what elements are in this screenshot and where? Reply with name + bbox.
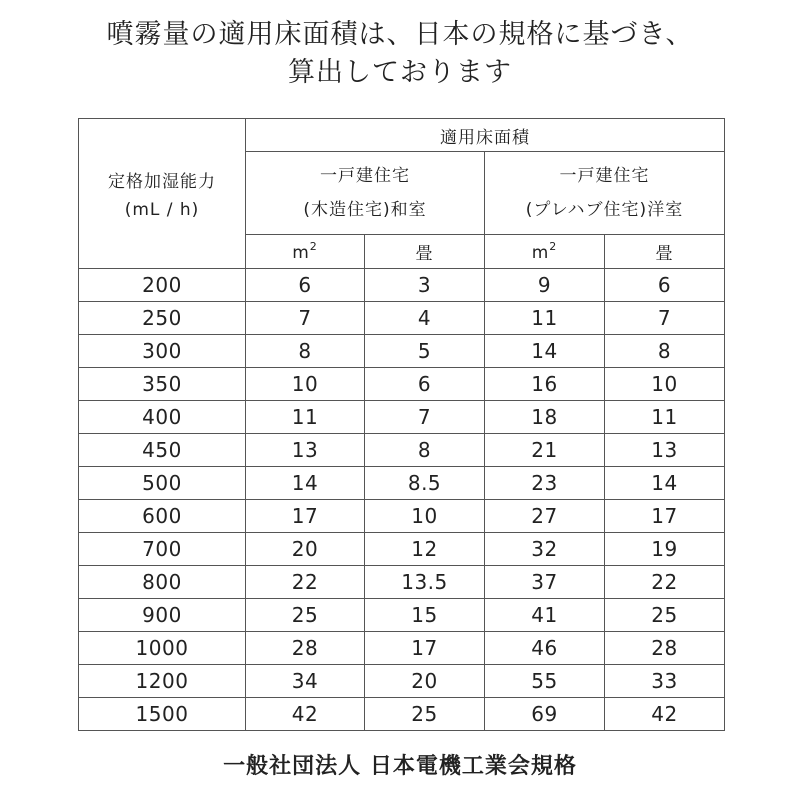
prefab-tatami-cell: 28 <box>605 632 725 665</box>
table-row <box>79 269 725 302</box>
heading <box>0 16 800 92</box>
wood-tatami-cell: 13.5 <box>365 566 485 599</box>
wood-m2-cell: 7 <box>246 302 365 335</box>
prefab-m2-cell: 21 <box>485 434 605 467</box>
prefab-m2-cell: 9 <box>485 269 605 302</box>
capacity-cell: 300 <box>79 335 246 368</box>
wood-tatami-cell: 10 <box>365 500 485 533</box>
unit-square-meter-prefab: $m^2$ <box>485 235 605 269</box>
wood-house-header <box>246 152 485 235</box>
prefab-tatami-cell: 25 <box>605 599 725 632</box>
table-row <box>79 368 725 401</box>
prefab-house-header-line2: (プレハブ住宅)洋室 <box>525 200 684 220</box>
standard-footer: 一般社団法人 日本電機工業会規格 <box>223 754 577 779</box>
table-row <box>79 533 725 566</box>
wood-m2-cell: 20 <box>246 533 365 566</box>
unit-square-meter-wood: $m^2$ <box>246 235 365 269</box>
wood-tatami-cell: 7 <box>365 401 485 434</box>
table-row <box>79 632 725 665</box>
wood-m2-cell: 8 <box>246 335 365 368</box>
wood-m2-cell: 34 <box>246 665 365 698</box>
unit-tatami-wood: 畳 <box>365 235 485 269</box>
table-row <box>79 467 725 500</box>
capacity-cell: 800 <box>79 566 246 599</box>
prefab-m2-cell: 16 <box>485 368 605 401</box>
wood-tatami-cell: 3 <box>365 269 485 302</box>
wood-m2-cell: 11 <box>246 401 365 434</box>
table-row <box>79 401 725 434</box>
wood-m2-cell: 13 <box>246 434 365 467</box>
prefab-tatami-cell: 14 <box>605 467 725 500</box>
capacity-cell: 450 <box>79 434 246 467</box>
wood-tatami-cell: 20 <box>365 665 485 698</box>
prefab-m2-cell: 14 <box>485 335 605 368</box>
wood-m2-cell: 17 <box>246 500 365 533</box>
heading-line-1: 噴霧量の適用床面積は、日本の規格に基づき、 <box>106 19 694 50</box>
capacity-cell: 200 <box>79 269 246 302</box>
table-row <box>79 566 725 599</box>
wood-m2-cell: 10 <box>246 368 365 401</box>
wood-tatami-cell: 25 <box>365 698 485 731</box>
wood-tatami-cell: 15 <box>365 599 485 632</box>
wood-m2-cell: 42 <box>246 698 365 731</box>
wood-tatami-cell: 12 <box>365 533 485 566</box>
table-row <box>79 599 725 632</box>
wood-m2-cell: 14 <box>246 467 365 500</box>
wood-tatami-cell: 6 <box>365 368 485 401</box>
capacity-cell: 700 <box>79 533 246 566</box>
prefab-m2-cell: 11 <box>485 302 605 335</box>
prefab-tatami-cell: 11 <box>605 401 725 434</box>
prefab-m2-cell: 37 <box>485 566 605 599</box>
wood-tatami-cell: 8 <box>365 434 485 467</box>
capacity-header <box>79 119 246 269</box>
capacity-header-label: 定格加湿能力 <box>108 172 216 192</box>
wood-house-header-line1: 一戸建住宅 <box>320 166 410 186</box>
capacity-cell: 1200 <box>79 665 246 698</box>
prefab-tatami-cell: 19 <box>605 533 725 566</box>
wood-tatami-cell: 8.5 <box>365 467 485 500</box>
wood-tatami-cell: 17 <box>365 632 485 665</box>
prefab-tatami-cell: 33 <box>605 665 725 698</box>
prefab-tatami-cell: 6 <box>605 269 725 302</box>
prefab-m2-cell: 23 <box>485 467 605 500</box>
wood-tatami-cell: 5 <box>365 335 485 368</box>
table-row <box>79 302 725 335</box>
table-row <box>79 698 725 731</box>
table-row <box>79 434 725 467</box>
capacity-cell: 350 <box>79 368 246 401</box>
prefab-m2-cell: 27 <box>485 500 605 533</box>
prefab-tatami-cell: 7 <box>605 302 725 335</box>
wood-house-header-line2: (木造住宅)和室 <box>303 200 427 220</box>
prefab-house-header <box>485 152 725 235</box>
prefab-m2-cell: 18 <box>485 401 605 434</box>
capacity-cell: 250 <box>79 302 246 335</box>
table-row <box>79 665 725 698</box>
table-row <box>79 500 725 533</box>
wood-m2-cell: 28 <box>246 632 365 665</box>
capacity-cell: 900 <box>79 599 246 632</box>
wood-m2-cell: 25 <box>246 599 365 632</box>
prefab-m2-cell: 55 <box>485 665 605 698</box>
prefab-m2-cell: 41 <box>485 599 605 632</box>
unit-tatami-prefab: 畳 <box>605 235 725 269</box>
capacity-cell: 400 <box>79 401 246 434</box>
capacity-cell: 1000 <box>79 632 246 665</box>
wood-m2-cell: 22 <box>246 566 365 599</box>
prefab-tatami-cell: 13 <box>605 434 725 467</box>
prefab-m2-cell: 46 <box>485 632 605 665</box>
floor-area-table <box>78 118 725 731</box>
prefab-tatami-cell: 17 <box>605 500 725 533</box>
capacity-cell: 600 <box>79 500 246 533</box>
prefab-m2-cell: 32 <box>485 533 605 566</box>
prefab-m2-cell: 69 <box>485 698 605 731</box>
capacity-cell: 500 <box>79 467 246 500</box>
table-row <box>79 335 725 368</box>
prefab-tatami-cell: 22 <box>605 566 725 599</box>
prefab-house-header-line1: 一戸建住宅 <box>559 166 650 186</box>
prefab-tatami-cell: 10 <box>605 368 725 401</box>
capacity-header-unit: (mL / h) <box>124 200 200 220</box>
heading-line-2: 算出しております <box>288 57 512 88</box>
wood-tatami-cell: 4 <box>365 302 485 335</box>
prefab-tatami-cell: 42 <box>605 698 725 731</box>
prefab-tatami-cell: 8 <box>605 335 725 368</box>
capacity-cell: 1500 <box>79 698 246 731</box>
wood-m2-cell: 6 <box>246 269 365 302</box>
area-header: 適用床面積 <box>246 119 725 152</box>
